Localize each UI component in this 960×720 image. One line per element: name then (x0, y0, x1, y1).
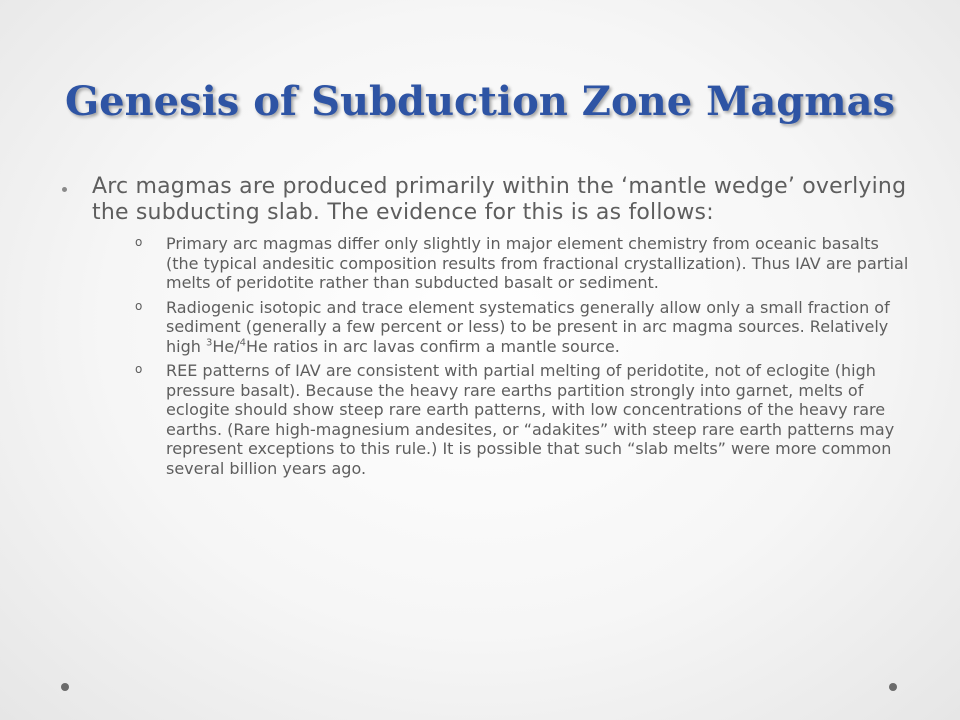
corner-dot-icon (61, 683, 69, 691)
sub-bullet-marker-icon: o (135, 235, 143, 249)
sub-bullet-text: Primary arc magmas differ only slightly in major element chemistry from oceanic basalts (the typical andesitic composition results from fractional crystallization). Thus IAV are partial melts of peridotite rather than subducted basalt or sediment. (166, 234, 909, 292)
sub-bullet-marker-icon: o (135, 298, 143, 313)
sub-bullet-list (92, 234, 912, 478)
corner-dot-icon (889, 683, 897, 691)
sub-text-segment: Radiogenic isotopic and trace element systematics generally allow only a small fraction of sediment (generally a few percent or less) to be present in arc magma sources. Relatively high (166, 297, 890, 356)
sub-bullet-text (166, 298, 912, 357)
sub-bullet-item (135, 298, 912, 357)
bullet-dot-icon (62, 187, 67, 192)
isotope-superscript: 3 (205, 337, 213, 349)
sub-bullet-marker-icon: o (135, 362, 143, 376)
sub-text-segment: He/ (212, 336, 240, 356)
sub-bullet-text: REE patterns of IAV are consistent with partial melting of peridotite, not of eclogite (high pressure basalt). Because the heavy rare earths partition strongly into garnet, melts of eclogite should show steep rare earth patterns, with low concentrations of the heavy rare earths. (Rare high-magnesium andesites, or “adakites” with steep rare earth patterns may represent exceptions to this rule.) It is possible that such “slab melts” were more common several billion years ago. (166, 361, 895, 478)
slide-content (62, 174, 912, 483)
sub-text-segment: He ratios in arc lavas confirm a mantle source. (245, 336, 620, 356)
slide-title: Genesis of Subduction Zone Magmas (64, 78, 896, 125)
sub-bullet-item (135, 234, 912, 293)
isotope-superscript: 4 (239, 337, 246, 349)
bullet-text: Arc magmas are produced primarily within the ‘mantle wedge’ overlying the subducting slab. The evidence for this is as follows: (92, 174, 907, 225)
sub-bullet-item (135, 361, 912, 478)
bullet-item (62, 174, 912, 478)
